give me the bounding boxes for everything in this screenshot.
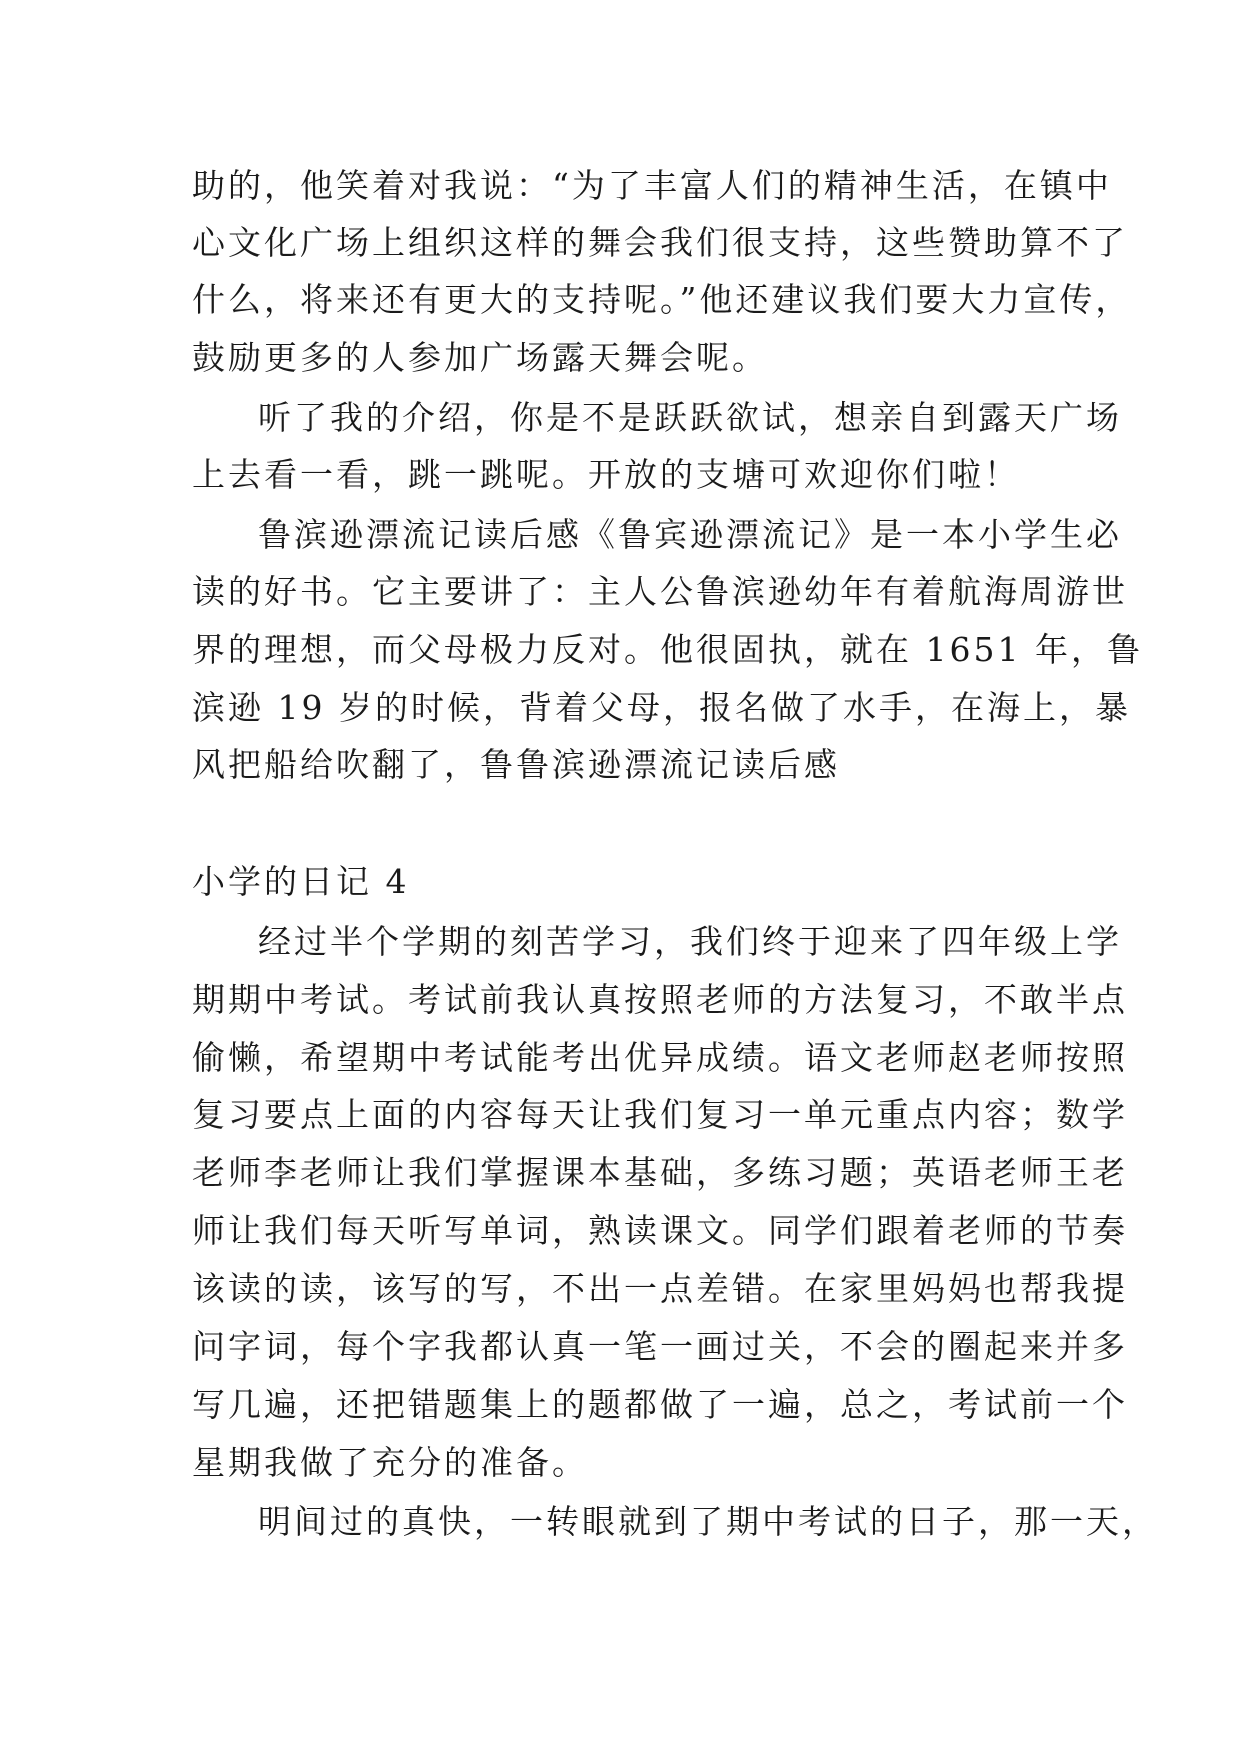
text-line: 星期我做了充分的准备。 (192, 1443, 588, 1482)
text-line: 经过半个学期的刻苦学习，我们终于迎来了四年级上学 (258, 922, 1122, 961)
text-line: 问字词，每个字我都认真一笔一画过关，不会的圈起来并多 (192, 1327, 1128, 1366)
text-line: 听了我的介绍，你是不是跃跃欲试，想亲自到露天广场 (258, 398, 1122, 437)
text-line: 该读的读，该写的写，不出一点差错。在家里妈妈也帮我提 (192, 1269, 1128, 1308)
text-line: 助的，他笑着对我说：“为了丰富人们的精神生活，在镇中 (192, 166, 1112, 205)
text-line: 期期中考试。考试前我认真按照老师的方法复习，不敢半点 (192, 980, 1128, 1019)
text-line: 老师李老师让我们掌握课本基础，多练习题；英语老师王老 (192, 1153, 1128, 1192)
text-line: 鼓励更多的人参加广场露天舞会呢。 (192, 338, 768, 377)
text-line: 读的好书。它主要讲了：主人公鲁滨逊幼年有着航海周游世 (192, 572, 1128, 611)
text-line: 上去看一看，跳一跳呢。开放的支塘可欢迎你们啦！ (192, 455, 1020, 494)
text-line: 滨逊 19 岁的时候，背着父母，报名做了水手，在海上，暴 (192, 688, 1131, 727)
text-line: 偷懒，希望期中考试能考出优异成绩。语文老师赵老师按照 (192, 1038, 1128, 1077)
text-line: 心文化广场上组织这样的舞会我们很支持，这些赞助算不了 (192, 223, 1128, 262)
text-line: 鲁滨逊漂流记读后感《鲁宾逊漂流记》是一本小学生必 (258, 515, 1122, 554)
text-line: 界的理想，而父母极力反对。他很固执，就在 1651 年，鲁 (192, 630, 1143, 669)
text-line: 师让我们每天听写单词，熟读课文。同学们跟着老师的节奏 (192, 1211, 1128, 1250)
text-line: 什么，将来还有更大的支持呢。”他还建议我们要大力宣传， (192, 280, 1132, 319)
text-line: 明间过的真快，一转眼就到了期中考试的日子，那一天， (258, 1502, 1158, 1541)
text-line: 风把船给吹翻了，鲁鲁滨逊漂流记读后感 (192, 745, 840, 784)
section-heading: 小学的日记 4 (192, 862, 410, 901)
text-line: 复习要点上面的内容每天让我们复习一单元重点内容；数学 (192, 1095, 1128, 1134)
text-line: 写几遍，还把错题集上的题都做了一遍，总之，考试前一个 (192, 1385, 1128, 1424)
